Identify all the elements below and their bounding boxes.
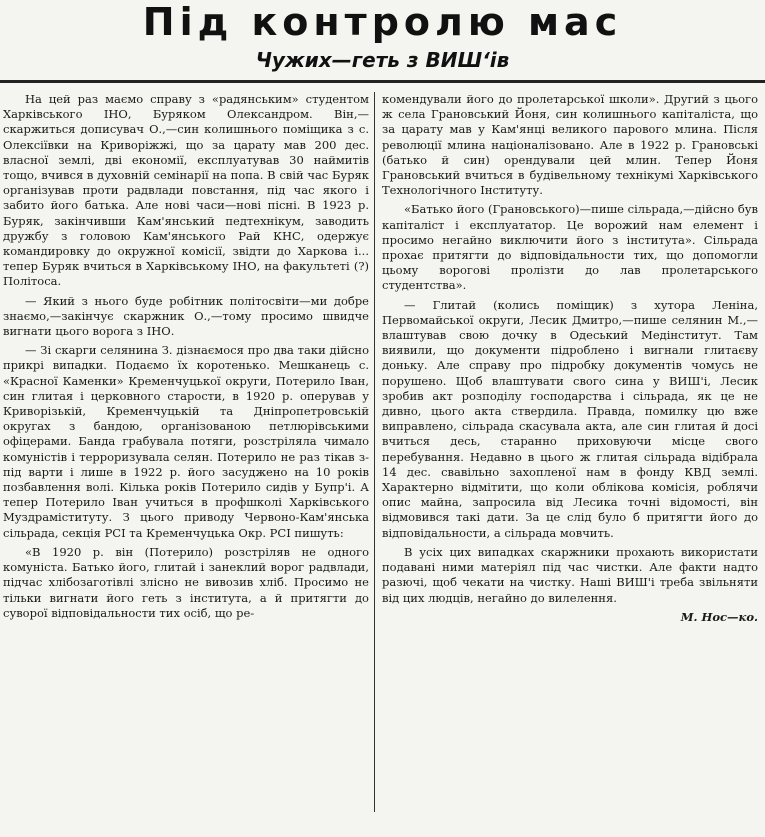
headline: Під контролю мас [142,0,623,44]
article-paragraph: — Зі скарги селянина З. дізнаємося про два таки дійсно прикрі випадки. Подаємо їх коротенько. Мешканець с. «Красної Каменки» Кременчуцької округи, Потерило Іван, син глитая і церковного старости, в 1920 р. оперував у Криворізькій, Кременчуцькій та Дніпропетровській округах з бандою, організованою петлюрівськими офіцерами. Банда грабувала потяги, розстріляла чимало комуністів і терроризувала селян. Потерило не раз тікав з-під варти і лише в 1922 р. його засуджено на 10 років позбавлення волі. Кілька років Потерило сидів у Бупр'і. А тепер Потерило Іван учиться в профшколі Харківського Муздраміституту. З цього приводу Червоно-Кам'янська сільрада, секція РСІ та Кременчуцька Окр. РСІ пишуть: [3,343,369,540]
subheadline: Чужих—геть з ВИШ‘ів [255,48,510,72]
article-paragraph: В усіх цих випадках скаржники прохають використати подавані ними матеріял під час чистки. Але факти надто разючі, щоб чекати на чистку. Наші ВИШ'і треба звільняти від цих людців, негайно до вилелення. [382,544,758,605]
column-divider [374,92,375,812]
article-paragraph: — Який з нього буде робітник політосвіти—ми добре знаємо,—закінчує скаржник О.,—тому просимо швидче вигнати цього ворога з ІНО. [3,293,369,339]
author-signature: М. Нос—ко. [680,609,758,624]
article-paragraph: «В 1920 р. він (Потерило) розстріляв не одного комуніста. Батько його, глитай і занеклий ворог радвлади, підчас хлібозаготівлі злісно не вивозив хліб. Просимо не тільки вигнати його геть з інститута, а й притягти до суворої відповідальности тих осіб, що ре- [3,544,369,620]
article-column-right [382,92,758,832]
article-paragraph: «Батько його (Грановського)—пише сільрада,—дійсно був капіталіст і експлуататор. Це ворожий нам елемент і просимо негайно виключити його з інститута». Сільрада прохає притягти до відповідальности тих, що допомогли цьому ворогові пролізти до лав пролетарського студентства». [382,202,758,293]
article-paragraph-continued: комендували його до пролетарської школи». Другий з цього ж села Грановський Йоня, син колишнього капіталіста, що за царату мав у Кам'янці великого парового млина. Після революції млина націоналізовано. Але в 1922 р. Грановські (батько й син) орендували цей млин. Тепер Йоня Грановський вчиться в будівельному технікумі Харківського Технологічного Інституту. [382,92,758,198]
article-column-left [3,92,369,832]
article-paragraph: — Глитай (колись поміщик) з хутора Леніна, Первомайської округи, Лесик Дмитро,—пише селянин М.,—влаштував свою дочку в Одеський Медінститут. Там виявили, що документи підроблено і вигнали глитаєву доньку. Але справу про підробку документів чомусь не порушено. Щоб влаштувати свого сина у ВИШ'і, Лесик зробив акт розподілу господарства і сільрада, як це не дивно, цього акта ствердила. Правда, помилку цю вже виправлено, сільрада скасувала акта, але син глитая й досі вчиться десь, старанно приховуючи місце свого перебування. Недавно в цього ж глитая сільрада відібрала 14 дес. свавільно захопленої нам в фонду КВД землі. Характерно відмітити, що коли облікова комісія, роблячи опис майна, запросила від Лесика точні відомості, він відмовився такі дати. За це слід було б притягти його до відповідальности, а сільрада мовчить. [382,297,758,540]
headline-rule [0,80,765,83]
article-paragraph: На цей раз маємо справу з «радянським» студентом Харківського ІНО, Буряком Олександром. Він,—скаржиться дописувач О.,—син колишнього поміщика з с. Олексіївки на Криворіжжі, що за царату мав 200 дес. власної землі, дві економії, експлуатував 30 наймитів тощо, вчився в духовній семінарії на попа. В свій час Буряк організував проти радвлади повстання, під час якого і забито його батька. Але нові часи—нові пісні. В 1923 р. Буряк, закінчивши Кам'янський педтехнікум, заводить дружбу з головою Кам'янського Рай КНС, одержує командировку до окружної комісії, звідти до Харкова і... тепер Буряк вчиться в Харківському ІНО, на факультеті (?) Політоса. [3,92,369,289]
